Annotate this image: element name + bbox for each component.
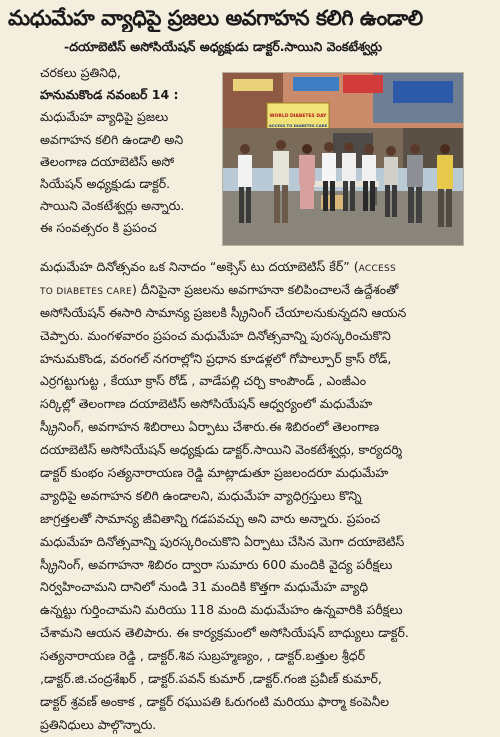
- intro-line: అవగాహన కలిగి ఉండాలి అని: [40, 131, 184, 147]
- body-text-caps: ACCESS: [358, 264, 397, 274]
- body-line: హనుమకొండ, వరంగల్ నగరాల్లోని ప్రధాన కూడళ్లలో గోపాల్పూర్ క్రాస్ రోడ్,: [40, 350, 392, 366]
- body-line: స్క్రీనింగ్, అవగాహనా శిబిరం ద్వారా సుమారు 600 మందికి వైద్య పరీక్షలు: [40, 556, 393, 572]
- banner-text: ACCESS TO DIABETES CARE: [268, 123, 328, 128]
- intro-line: సియేషన్ అధ్యక్షుడు డాక్టర్.: [40, 175, 171, 191]
- body-line: చేశామని ఆయన తెలిపారు. ఈ కార్యక్రమంలో అసోసియేషన్ బాధ్యులు డాక్టర్.: [40, 625, 409, 641]
- body-line: [40, 256, 462, 279]
- body-line: డాక్టర్ శ్రవణ్ అంకాక , డాక్టర్ రఘుపతి ఓరుగంటి మరియు ఫార్మా కంపెనీల: [40, 693, 390, 709]
- headline: మధుమేహ వ్యాధిపై ప్రజలు అవగాహన కలిగి ఉండాలి: [8, 6, 423, 30]
- intro-line: సాయిని వెంకటేశ్వర్లు అన్నారు.: [40, 198, 185, 214]
- dateline-place-date: హనుమకొండ నవంబర్ 14 :: [40, 87, 179, 103]
- intro-line: ఈ సంవత్సరం కి ప్రపంచ: [40, 220, 157, 236]
- body-line: సత్యనారాయణ రెడ్డి , డాక్టర్.శివ సుబ్రహ్మణ్యం, , డాక్టర్.బత్తుల శ్రీధర్: [40, 648, 365, 664]
- body-line: దయాబెటిస్ అసోసియేషన్ అధ్యక్షుడు డాక్టర్.సాయిని వెంకటేశ్వర్లు, కార్యదర్శి: [40, 442, 403, 458]
- body-line: ఉన్నట్టు గుర్తించామని మరియు 118 మంది మధుమేహం ఉన్నవారికి పరీక్షలు: [40, 602, 403, 618]
- event-photo: [222, 72, 464, 246]
- body-line: నిర్వహించామని దానిలో నుండి 31 మందికి కొత్తగా మధుమేహ వ్యాధి: [40, 579, 369, 595]
- body-line: చెప్పారు. మంగళవారం ప్రపంచ మధుమేహ దినోత్సవాన్ని పురస్కరించుకొని: [40, 327, 391, 343]
- dateline-source: చరకలు ప్రతినిధి,: [40, 65, 121, 80]
- body-line: డాక్టర్ కుంభం సత్యనారాయణ రెడ్డి మాట్లాడుతూ ప్రజలందరూ మధుమేహ: [40, 465, 389, 481]
- body-line: ప్రతినిధులు పాల్గొన్నారు.: [40, 716, 157, 732]
- body-line: [40, 279, 462, 302]
- intro-column: [40, 62, 218, 240]
- body-text-segment: ) దీనిపైనా ప్రజలను అవగాహనా కలిపించాలనే ఉద్దేశంతో: [131, 281, 399, 297]
- article-body: [40, 256, 462, 737]
- body-line: జాగ్రత్తలతో సామాన్య జీవితాన్ని గడపవచ్చు అని వారు అన్నారు. ప్రపంచ: [40, 510, 381, 526]
- subheadline: -దయాబెటిస్ అసోసియేషన్ అధ్యక్షుడు డాక్టర్.సాయిని వెంకటేశ్వర్లు: [64, 39, 383, 54]
- body-text-segment: మధుమేహ దినోత్సవం ఒక నినాదం “అక్సెస్ టు దయాబెటిస్ కేర్” (: [40, 259, 359, 274]
- body-text-caps: TO DIABETES CARE: [40, 286, 132, 297]
- body-line: ,డాక్టర్.జి.చంద్రశేఖర్ , డాక్టర్.పవన్ కుమార్ ,డాక్టర్.గంజి ప్రవీణ్ కుమార్,: [40, 671, 382, 687]
- body-line: స్క్రీనింగ్, అవగాహన శిబిరాలు ఏర్పాటు చేశారు.ఈ శిబిరంలో తెలంగాణ: [40, 419, 380, 435]
- body-line: వ్యాధిపై అవగాహన కలిగి ఉండాలని, మధుమేహ వ్యాధిగ్రస్తులు కొన్ని: [40, 487, 362, 503]
- body-line: సర్కిల్లో తెలంగాణ దయాబెటిస్ అసోసియేషన్ ఆధ్వర్యంలో మధుమేహ: [40, 396, 373, 412]
- banner-text: WORLD DIABETES DAY: [269, 114, 327, 119]
- intro-line: తెలంగాణ దయాబెటిస్ అసో: [40, 153, 175, 169]
- intro-line: మధుమేహ వ్యాధిపై ప్రజలు: [40, 109, 169, 125]
- body-line: ఎర్రగట్టుగుట్ట , కేయూ క్రాస్ రోడ్ , వాడేపల్లి చర్చి కాంపౌండ్ , ఎంజీఎం: [40, 373, 367, 389]
- body-line: మధుమేహ దినోత్సవాన్ని పురస్కరించుకొని ఏర్పాటు చేసిన మెగా దయాబెటిస్: [40, 533, 405, 549]
- body-line: అసోసియేషన్ ఈసారి సామాన్య ప్రజలకి స్క్రీనింగ్ చేయాలనుకున్నదని ఆయన: [40, 304, 407, 320]
